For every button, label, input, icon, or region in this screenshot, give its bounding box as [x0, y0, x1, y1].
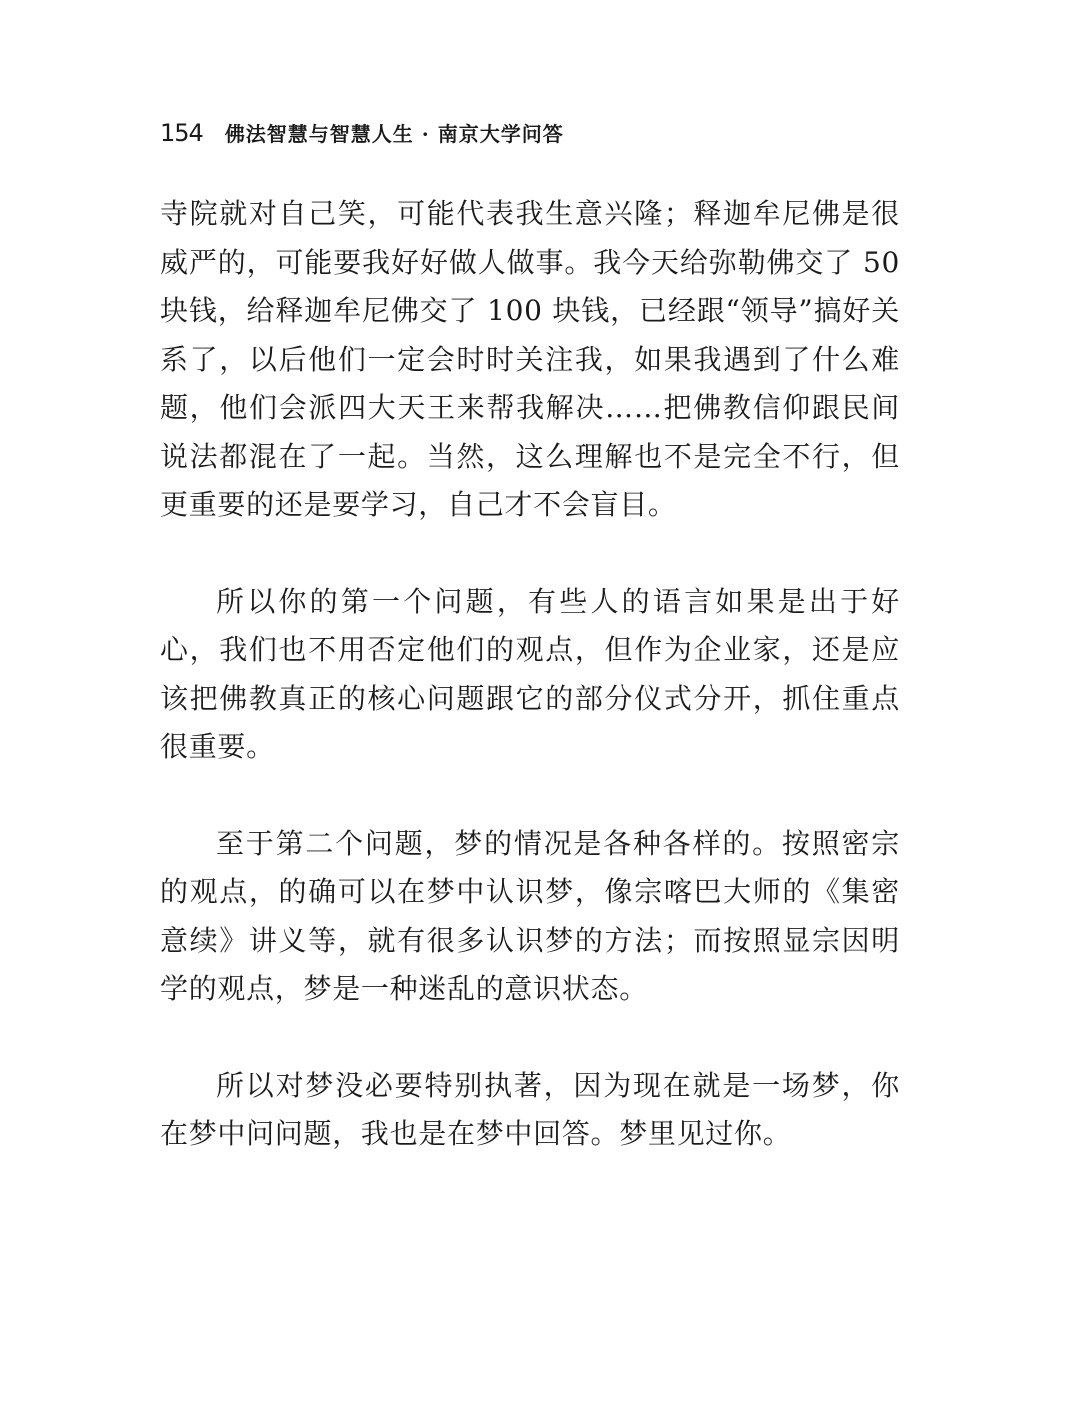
page-number: 154 [160, 119, 203, 147]
paragraph-first-question: 所以你的第一个问题，有些人的语言如果是出于好心，我们也不用否定他们的观点，但作为企业家，还是应该把佛教真正的核心问题跟它的部分仪式分开，抓住重点很重要。 [160, 584, 900, 763]
running-header [160, 118, 900, 158]
paragraph-conclusion: 所以对梦没必要特别执著，因为现在就是一场梦，你在梦中问问题，我也是在梦中回答。梦里见过你。 [160, 1068, 900, 1150]
paragraph-continued: 寺院就对自己笑，可能代表我生意兴隆；释迦牟尼佛是很威严的，可能要我好好做人做事。我今天给弥勒佛交了 50 块钱，给释迦牟尼佛交了 100 块钱，已经跟“领导”搞好关系了，以后他们一定会时时关注我，如果我遇到了什么难题，他们会派四大天王来帮我解决……把佛教信仰跟民间说法都混在了一起。当然，这么理解也不是完全不行，但更重要的还是要学习，自己才不会盲目。 [160, 197, 900, 521]
paragraph-second-question: 至于第二个问题，梦的情况是各种各样的。按照密宗的观点，的确可以在梦中认识梦，像宗喀巴大师的《集密意续》讲义等，就有很多认识梦的方法；而按照显宗因明学的观点，梦是一种迷乱的意识状态。 [160, 826, 900, 1005]
body-text [160, 190, 900, 1159]
book-title: 佛法智慧与智慧人生 · 南京大学问答 [224, 122, 564, 146]
